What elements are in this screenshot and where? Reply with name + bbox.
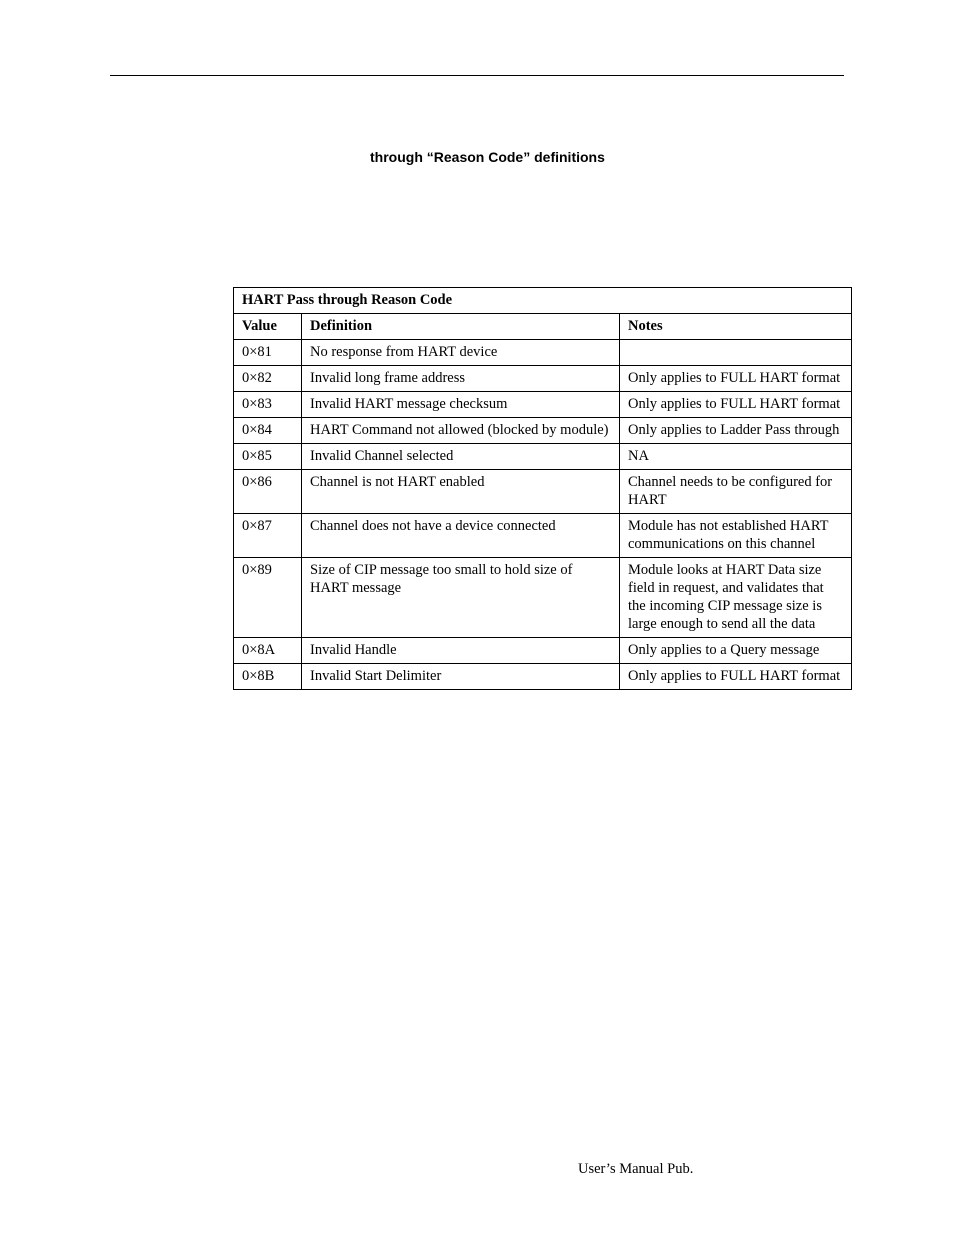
- table-row: [234, 444, 852, 470]
- cell-definition: Invalid Start Delimiter: [302, 664, 620, 690]
- header-definition: Definition: [302, 314, 620, 340]
- cell-value: 0×81: [234, 340, 302, 366]
- cell-value: 0×85: [234, 444, 302, 470]
- table-row: [234, 340, 852, 366]
- cell-definition: Size of CIP message too small to hold size of HART message: [302, 558, 620, 638]
- cell-definition: Channel is not HART enabled: [302, 470, 620, 514]
- table-body: [234, 340, 852, 690]
- cell-notes: Only applies to FULL HART format: [620, 664, 852, 690]
- cell-notes: Only applies to FULL HART format: [620, 392, 852, 418]
- cell-value: 0×8A: [234, 638, 302, 664]
- cell-notes: Only applies to FULL HART format: [620, 366, 852, 392]
- cell-value: 0×89: [234, 558, 302, 638]
- cell-value: 0×87: [234, 514, 302, 558]
- cell-definition: Invalid Handle: [302, 638, 620, 664]
- cell-definition: Invalid HART message checksum: [302, 392, 620, 418]
- table-row: [234, 514, 852, 558]
- table-row: [234, 638, 852, 664]
- cell-value: 0×82: [234, 366, 302, 392]
- cell-definition: Channel does not have a device connected: [302, 514, 620, 558]
- table-row: [234, 664, 852, 690]
- cell-notes: Module looks at HART Data size field in request, and validates that the incoming CIP message size is large enough to send all the data: [620, 558, 852, 638]
- cell-notes: [620, 340, 852, 366]
- table-caption: through “Reason Code” definitions: [370, 149, 605, 165]
- header-notes: Notes: [620, 314, 852, 340]
- table-title: HART Pass through Reason Code: [234, 288, 852, 314]
- header-value: Value: [234, 314, 302, 340]
- table-row: [234, 470, 852, 514]
- table-row: [234, 418, 852, 444]
- header-rule: [110, 75, 844, 76]
- cell-definition: No response from HART device: [302, 340, 620, 366]
- footer-text: User’s Manual Pub.: [578, 1161, 694, 1177]
- table-row: [234, 392, 852, 418]
- cell-value: 0×8B: [234, 664, 302, 690]
- cell-definition: Invalid long frame address: [302, 366, 620, 392]
- cell-definition: Invalid Channel selected: [302, 444, 620, 470]
- cell-value: 0×86: [234, 470, 302, 514]
- table-title-row: [234, 288, 852, 314]
- cell-notes: Only applies to Ladder Pass through: [620, 418, 852, 444]
- reason-code-table: [233, 287, 852, 690]
- table-header-row: [234, 314, 852, 340]
- cell-notes: NA: [620, 444, 852, 470]
- cell-value: 0×83: [234, 392, 302, 418]
- cell-notes: Module has not established HART communications on this channel: [620, 514, 852, 558]
- table-row: [234, 366, 852, 392]
- cell-definition: HART Command not allowed (blocked by module): [302, 418, 620, 444]
- cell-value: 0×84: [234, 418, 302, 444]
- table-row: [234, 558, 852, 638]
- cell-notes: Channel needs to be configured for HART: [620, 470, 852, 514]
- cell-notes: Only applies to a Query message: [620, 638, 852, 664]
